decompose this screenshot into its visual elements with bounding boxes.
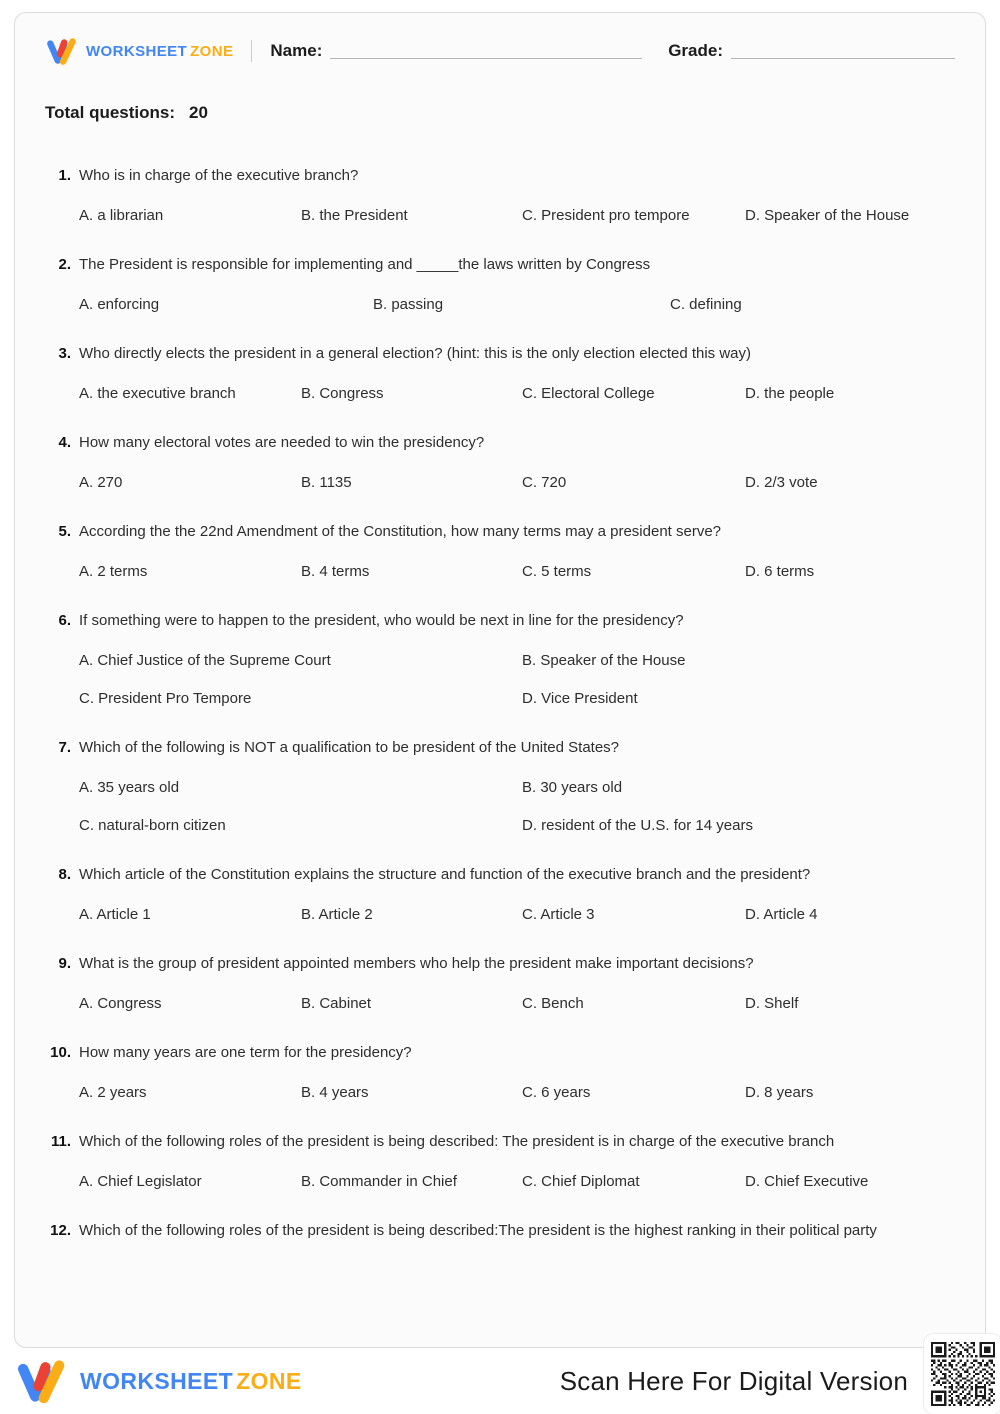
question-2 bbox=[45, 252, 955, 315]
logo-w-icon bbox=[14, 1357, 70, 1405]
question-text: Who directly elects the president in a general election? (hint: this is the only election elected this way) bbox=[79, 345, 752, 362]
question-number: 11. bbox=[50, 1133, 71, 1150]
question-text: What is the group of president appointed members who help the president make important decisions? bbox=[79, 955, 754, 972]
option-b: B. Article 2 bbox=[301, 906, 373, 923]
option-b: B. Cabinet bbox=[301, 995, 372, 1012]
option-a: A. 270 bbox=[79, 474, 123, 491]
question-number: 3. bbox=[58, 345, 71, 362]
question-options bbox=[79, 294, 955, 315]
option-c: C. 5 terms bbox=[522, 563, 592, 580]
question-options bbox=[79, 383, 955, 404]
question-number: 7. bbox=[58, 739, 71, 756]
question-7 bbox=[45, 735, 955, 836]
question-options bbox=[79, 1082, 955, 1103]
option-b: B. Commander in Chief bbox=[301, 1173, 457, 1190]
question-number: 8. bbox=[58, 866, 71, 883]
header-divider bbox=[251, 40, 252, 62]
qr-code-icon bbox=[931, 1342, 995, 1406]
question-text: According the the 22nd Amendment of the Constitution, how many terms may a president serve? bbox=[79, 523, 722, 540]
logo-wordmark bbox=[86, 43, 233, 60]
option-c: C. Electoral College bbox=[522, 385, 655, 402]
option-a: A. enforcing bbox=[79, 296, 160, 313]
question-list bbox=[45, 163, 955, 1243]
option-b: B. 4 terms bbox=[301, 563, 370, 580]
question-options bbox=[79, 561, 955, 582]
worksheet-card bbox=[14, 12, 986, 1348]
worksheetzone-logo bbox=[45, 36, 233, 66]
option-c: C. Bench bbox=[522, 995, 584, 1012]
option-c: C. 6 years bbox=[522, 1084, 591, 1101]
option-d: D. Article 4 bbox=[745, 906, 818, 923]
option-d: D. 8 years bbox=[745, 1084, 814, 1101]
question-1 bbox=[45, 163, 955, 226]
option-d: D. Speaker of the House bbox=[745, 207, 910, 224]
option-a: A. 35 years old bbox=[79, 779, 180, 796]
question-number: 12. bbox=[50, 1222, 71, 1239]
question-text: How many electoral votes are needed to win the presidency? bbox=[79, 434, 485, 451]
option-d: D. Vice President bbox=[522, 690, 638, 707]
question-text: Which of the following roles of the president is being described: The president is in charge of the executive branch bbox=[79, 1133, 835, 1150]
option-a: A. Chief Legislator bbox=[79, 1173, 202, 1190]
option-b: B. 4 years bbox=[301, 1084, 369, 1101]
option-c: C. President pro tempore bbox=[522, 207, 690, 224]
total-questions-value: 20 bbox=[189, 103, 208, 122]
option-d: D. resident of the U.S. for 14 years bbox=[522, 817, 753, 834]
question-number: 10. bbox=[50, 1044, 71, 1061]
option-d: D. the people bbox=[745, 385, 835, 402]
question-5 bbox=[45, 519, 955, 582]
option-b: B. passing bbox=[373, 296, 444, 313]
option-c: C. President Pro Tempore bbox=[79, 690, 252, 707]
question-options bbox=[79, 650, 955, 709]
question-number: 9. bbox=[58, 955, 71, 972]
question-options bbox=[79, 904, 955, 925]
question-number: 2. bbox=[58, 256, 71, 273]
option-a: A. Chief Justice of the Supreme Court bbox=[79, 652, 331, 669]
logo-w-icon bbox=[45, 36, 79, 66]
question-number: 5. bbox=[58, 523, 71, 540]
question-8 bbox=[45, 862, 955, 925]
page-footer bbox=[0, 1348, 1000, 1414]
option-a: A. Article 1 bbox=[79, 906, 151, 923]
name-field-line bbox=[330, 44, 642, 59]
logo-word-worksheet: WORKSHEET bbox=[86, 42, 188, 60]
option-a: A. 2 terms bbox=[79, 563, 148, 580]
question-number: 6. bbox=[58, 612, 71, 629]
question-options bbox=[79, 777, 955, 836]
question-number: 4. bbox=[58, 434, 71, 451]
option-a: A. Congress bbox=[79, 995, 162, 1012]
question-text: Which article of the Constitution explains the structure and function of the executive branch and the president? bbox=[79, 866, 811, 883]
option-b: B. Speaker of the House bbox=[522, 652, 686, 669]
question-options bbox=[79, 993, 955, 1014]
logo-word-zone: ZONE bbox=[236, 1367, 302, 1394]
question-4 bbox=[45, 430, 955, 493]
grade-label: Grade: bbox=[668, 41, 723, 60]
question-text: The President is responsible for implementing and _____the laws written by Congress bbox=[79, 256, 651, 273]
option-d: D. 6 terms bbox=[745, 563, 815, 580]
option-b: B. the President bbox=[301, 207, 408, 224]
option-b: B. Congress bbox=[301, 385, 384, 402]
option-b: B. 1135 bbox=[301, 474, 352, 491]
qr-code-card bbox=[924, 1334, 1000, 1414]
total-questions-label: Total questions: bbox=[45, 103, 176, 122]
question-6 bbox=[45, 608, 955, 709]
option-a: A. a librarian bbox=[79, 207, 164, 224]
question-options bbox=[79, 472, 955, 493]
question-options bbox=[79, 1171, 955, 1192]
question-text: Which of the following is NOT a qualification to be president of the United States? bbox=[79, 739, 620, 756]
question-12 bbox=[45, 1218, 955, 1243]
option-a: A. 2 years bbox=[79, 1084, 147, 1101]
question-text: Who is in charge of the executive branch? bbox=[79, 167, 359, 184]
option-d: D. 2/3 vote bbox=[745, 474, 818, 491]
option-d: D. Shelf bbox=[745, 995, 799, 1012]
option-d: D. Chief Executive bbox=[745, 1173, 869, 1190]
grade-field-line bbox=[731, 44, 955, 59]
worksheetzone-logo-footer bbox=[14, 1357, 302, 1405]
logo-word-worksheet: WORKSHEET bbox=[80, 1367, 234, 1394]
worksheet-header bbox=[45, 31, 955, 71]
question-options bbox=[79, 205, 955, 226]
scan-here-text: Scan Here For Digital Version bbox=[559, 1365, 908, 1396]
option-c: C. natural-born citizen bbox=[79, 817, 226, 834]
question-11 bbox=[45, 1129, 955, 1192]
question-text: How many years are one term for the presidency? bbox=[79, 1044, 412, 1061]
option-b: B. 30 years old bbox=[522, 779, 623, 796]
option-a: A. the executive branch bbox=[79, 385, 236, 402]
logo-word-zone: ZONE bbox=[190, 42, 234, 60]
question-number: 1. bbox=[58, 167, 71, 184]
name-label: Name: bbox=[270, 41, 323, 60]
option-c: C. Article 3 bbox=[522, 906, 595, 923]
total-questions-row bbox=[45, 103, 955, 123]
question-10 bbox=[45, 1040, 955, 1103]
question-9 bbox=[45, 951, 955, 1014]
option-c: C. Chief Diplomat bbox=[522, 1173, 640, 1190]
option-c: C. defining bbox=[670, 296, 742, 313]
logo-wordmark bbox=[80, 1368, 302, 1395]
option-c: C. 720 bbox=[522, 474, 567, 491]
question-text: Which of the following roles of the president is being described:The president is the highest ranking in their political party bbox=[79, 1222, 877, 1239]
question-text: If something were to happen to the president, who would be next in line for the presidency? bbox=[79, 612, 684, 629]
question-3 bbox=[45, 341, 955, 404]
